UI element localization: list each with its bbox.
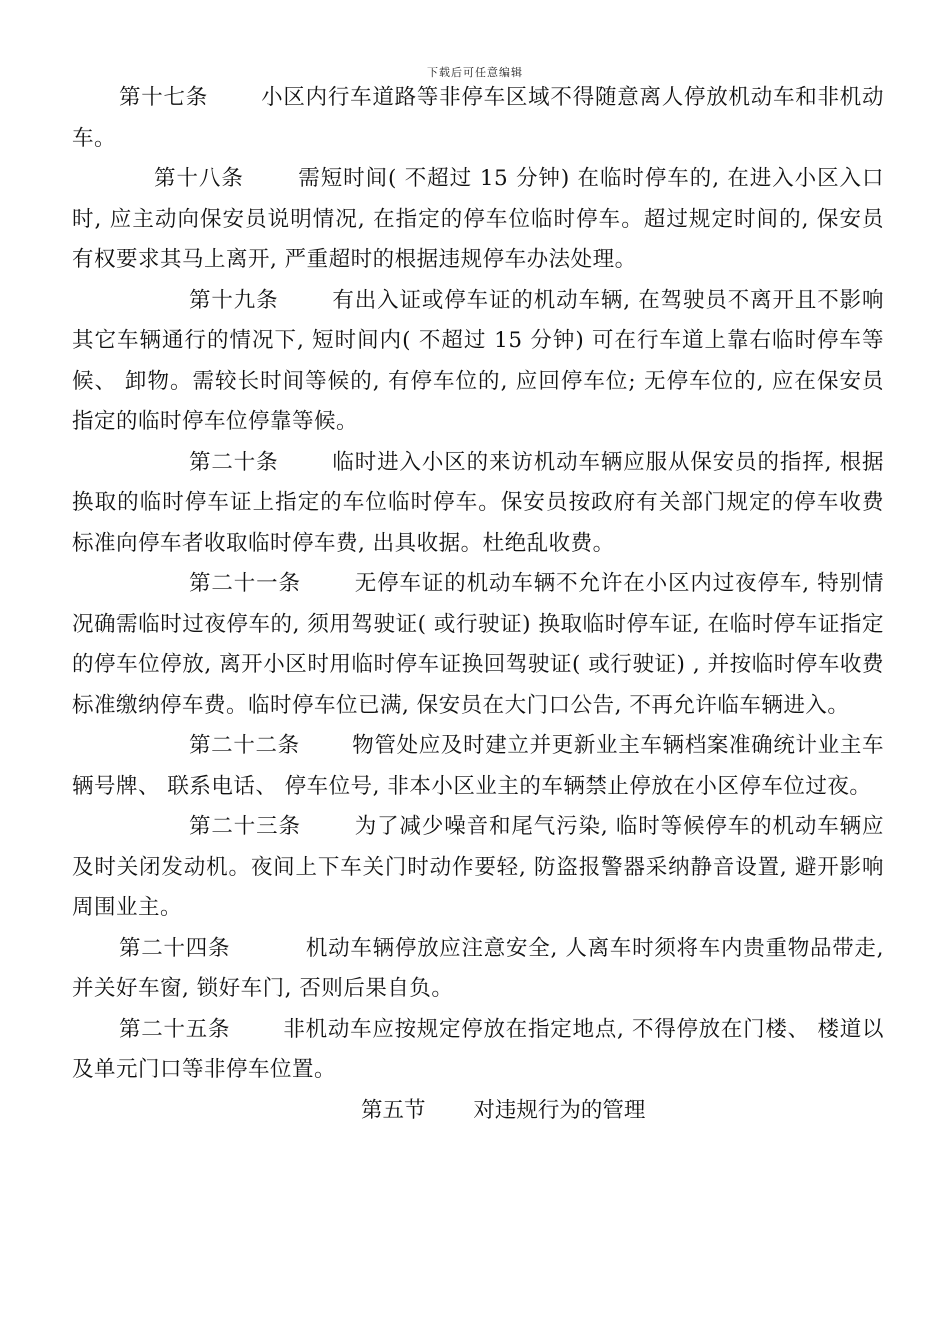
article-number: 第二十三条 — [189, 814, 301, 839]
article-25 — [72, 1010, 884, 1091]
article-text: 机动车辆停放应注意安全, 人离车时须将车内贵重物品带走, 并关好车窗, 锁好车门, 否则后果自负。 — [72, 935, 884, 1001]
article-number: 第二十四条 — [119, 935, 231, 961]
article-21 — [72, 564, 884, 726]
article-number: 第十七条 — [119, 85, 209, 110]
section-number: 第五节 — [361, 1097, 426, 1123]
article-20 — [72, 443, 884, 565]
article-17 — [72, 78, 884, 159]
article-text: 需短时间( 不超过 15 分钟) 在临时停车的, 在进入小区入口时, 应主动向保安员说明情况, 在指定的停车位临时停车。超过规定时间的, 保安员有权要求其马上离开, 严重超时的根据违规停车办法处理。 — [72, 166, 884, 272]
section-heading — [72, 1091, 884, 1132]
document-body — [72, 78, 884, 1131]
article-text: 为了减少噪音和尾气污染, 临时等候停车的机动车辆应及时关闭发动机。夜间上下车关门时动作要轻, 防盗报警器采纳静音设置, 避开影响周围业主。 — [72, 814, 884, 920]
article-19 — [72, 281, 884, 443]
section-title: 对违规行为的管理 — [473, 1097, 646, 1123]
article-number: 第二十二条 — [189, 733, 300, 758]
article-23 — [72, 807, 884, 929]
article-number: 第十九条 — [189, 287, 279, 313]
article-text: 非机动车应按规定停放在指定地点, 不得停放在门楼、 楼道以及单元门口等非停车位置。 — [72, 1016, 884, 1082]
article-text: 临时进入小区的来访机动车辆应服从保安员的指挥, 根据换取的临时停车证上指定的车位临时停车。保安员按政府有关部门规定的停车收费标准向停车者收取临时停车费, 出具收据。杜绝乱收费。 — [72, 449, 884, 556]
article-number: 第二十一条 — [189, 571, 301, 596]
article-18 — [72, 159, 884, 281]
article-text: 物管处应及时建立并更新业主车辆档案准确统计业主车辆号牌、 联系电话、 停车位号, 非本小区业主的车辆禁止停放在小区停车位过夜。 — [72, 733, 884, 799]
article-text: 小区内行车道路等非停车区域不得随意离人停放机动车和非机动车。 — [72, 85, 884, 151]
download-editable-note: 下载后可任意编辑 — [427, 66, 523, 79]
article-number: 第十八条 — [154, 166, 244, 191]
article-24 — [72, 929, 884, 1010]
article-number: 第二十条 — [189, 449, 279, 475]
article-22 — [72, 726, 884, 807]
article-number: 第二十五条 — [119, 1016, 231, 1042]
article-text: 有出入证或停车证的机动车辆, 在驾驶员不离开且不影响其它车辆通行的情况下, 短时间内( 不超过 15 分钟) 可在行车道上靠右临时停车等候、 卸物。需较长时间等候的, 有停车位的, 应回停车位; 无停车位的, 应在保安员指定的临时停车位停靠等候。 — [72, 287, 884, 434]
article-text: 无停车证的机动车辆不允许在小区内过夜停车, 特别情况确需临时过夜停车的, 须用驾驶证( 或行驶证) 换取临时停车证, 在临时停车证指定的停车位停放, 离开小区时用临时停车证换回驾驶证( 或行驶证) , 并按临时停车收费标准缴纳停车费。临时停车位已满, 保安员在大门口公告, 不再允许临车辆进入。 — [72, 571, 884, 718]
